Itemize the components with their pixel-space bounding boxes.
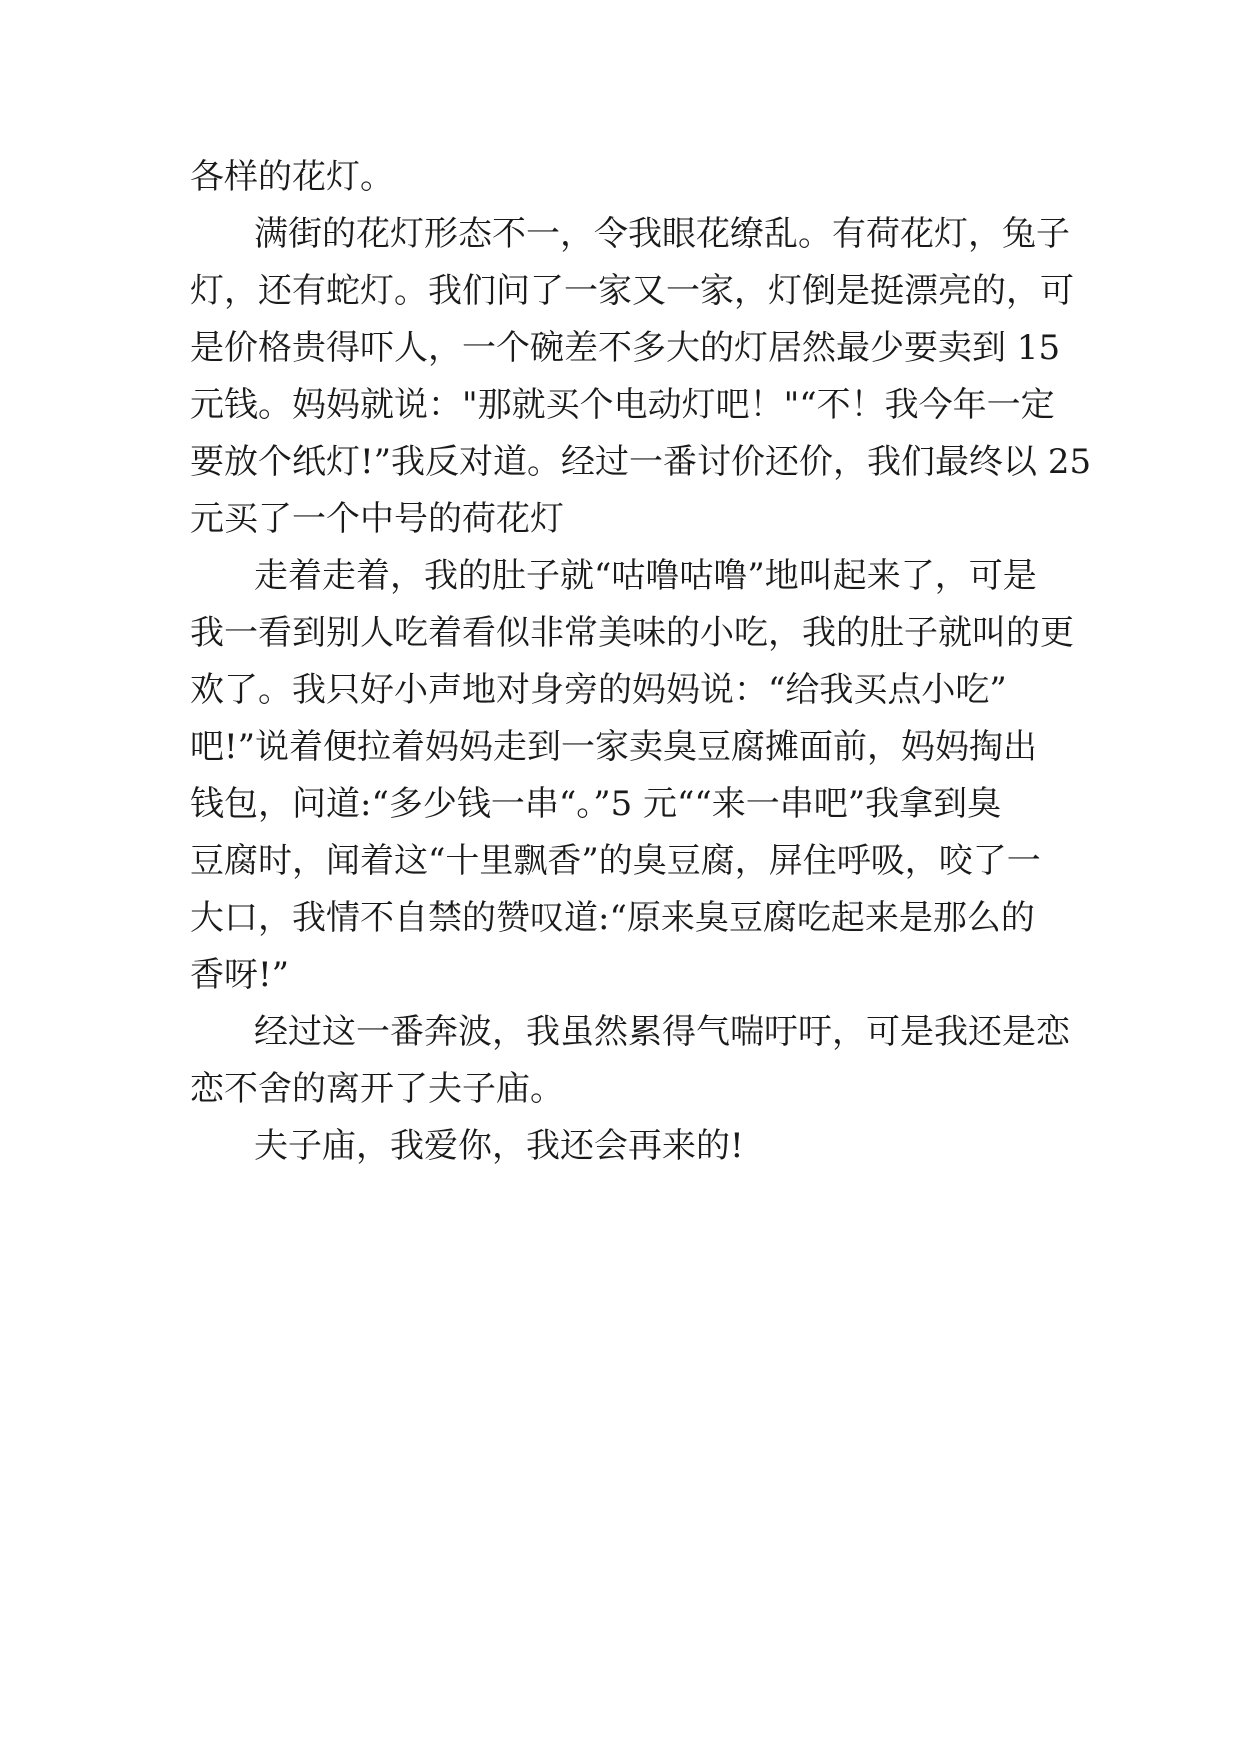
text-line: 各样的花灯。 [190,157,394,197]
text-line: 元买了一个中号的荷花灯 [190,499,564,539]
text-line: 吧!”说着便拉着妈妈走到一家卖臭豆腐摊面前，妈妈掏出 [190,727,1038,767]
text-line: 我一看到别人吃着看似非常美味的小吃，我的肚子就叫的更 [190,613,1074,653]
text-line: 满街的花灯形态不一，令我眼花缭乱。有荷花灯，兔子 [254,214,1070,254]
text-line: 灯，还有蛇灯。我们问了一家又一家，灯倒是挺漂亮的，可 [190,271,1074,311]
essay-body [190,157,1092,1166]
text-line: 走着走着，我的肚子就“咕噜咕噜”地叫起来了，可是 [254,556,1037,596]
text-line: 大口，我情不自禁的赞叹道:“原来臭豆腐吃起来是那么的 [190,898,1035,938]
text-line: 香呀!” [190,955,290,995]
text-line: 钱包，问道:“多少钱一串“。”5 元““来一串吧”我拿到臭 [190,784,1002,824]
text-line: 是价格贵得吓人，一个碗差不多大的灯居然最少要卖到 15 [190,328,1061,368]
text-line: 欢了。我只好小声地对身旁的妈妈说：“给我买点小吃” [190,670,1007,710]
text-line: 要放个纸灯!”我反对道。经过一番讨价还价，我们最终以 25 [190,442,1092,482]
text-line: 恋不舍的离开了夫子庙。 [190,1069,564,1109]
text-line: 夫子庙，我爱你，我还会再来的! [254,1126,744,1166]
text-line: 经过这一番奔波，我虽然累得气喘吁吁，可是我还是恋 [254,1012,1070,1052]
text-line: 豆腐时，闻着这“十里飘香”的臭豆腐，屏住呼吸，咬了一 [190,841,1041,881]
text-line: 元钱。妈妈就说："那就买个电动灯吧！"“不！我今年一定 [190,385,1055,425]
